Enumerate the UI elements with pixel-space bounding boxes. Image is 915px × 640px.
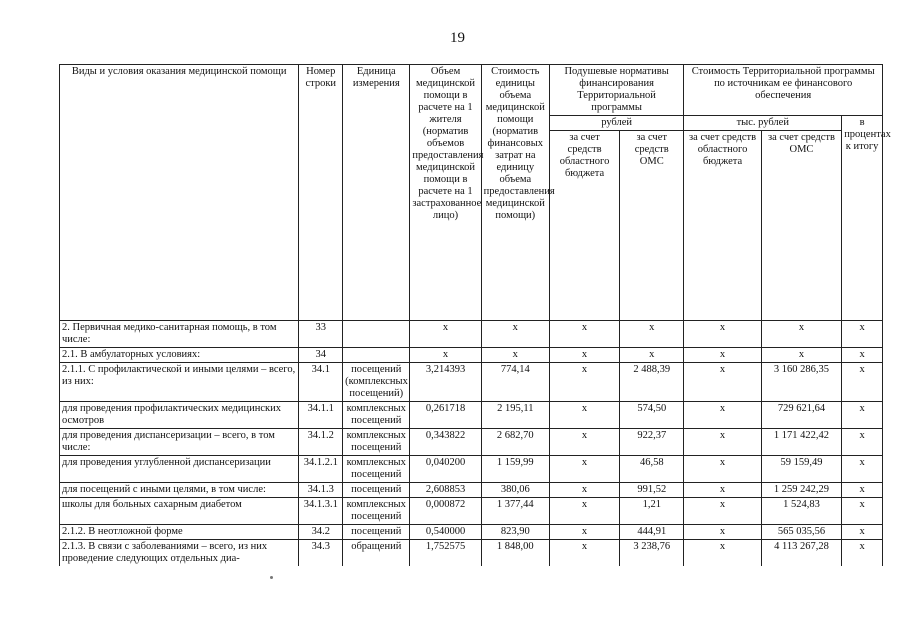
row-volume: 0,261718 — [410, 402, 481, 429]
row-unit: комплексных посещений — [343, 456, 410, 483]
row-percent: х — [842, 363, 883, 402]
row-norm-oms: х — [620, 348, 684, 363]
row-cost: 380,06 — [481, 483, 549, 498]
row-norm-budget: х — [549, 321, 619, 348]
row-line: 33 — [299, 321, 343, 348]
row-unit: посещений (комплексных посещений) — [343, 363, 410, 402]
row-line: 34.1 — [299, 363, 343, 402]
row-volume: 3,214393 — [410, 363, 481, 402]
scan-speck — [270, 576, 273, 579]
row-cost: 823,90 — [481, 525, 549, 540]
row-norm-budget: х — [549, 525, 619, 540]
row-total-budget: х — [684, 525, 761, 540]
row-total-budget: х — [684, 321, 761, 348]
row-percent: х — [842, 498, 883, 525]
row-cost: 774,14 — [481, 363, 549, 402]
row-percent: х — [842, 456, 883, 483]
row-line: 34.1.2.1 — [299, 456, 343, 483]
row-cost: х — [481, 321, 549, 348]
row-norm-budget: х — [549, 540, 619, 567]
row-cost: 1 848,00 — [481, 540, 549, 567]
row-unit — [343, 348, 410, 363]
row-line: 34.2 — [299, 525, 343, 540]
row-name: 2.1.1. С профилактической и иными целями – всего, из них: — [60, 363, 299, 402]
row-unit: посещений — [343, 483, 410, 498]
row-total-budget: х — [684, 363, 761, 402]
row-total-budget: х — [684, 348, 761, 363]
row-line: 34.1.3 — [299, 483, 343, 498]
row-norm-oms: 1,21 — [620, 498, 684, 525]
financing-table — [59, 64, 891, 566]
row-unit: обращений — [343, 540, 410, 567]
row-norm-oms: х — [620, 321, 684, 348]
header-norms-group: Подушевые нормативы финансирования Территориальной программы — [549, 65, 683, 116]
header-norm-budget: за счет средств областного бюджета — [549, 131, 619, 321]
row-cost: х — [481, 348, 549, 363]
row-volume: 0,343822 — [410, 429, 481, 456]
header-line: Номер строки — [299, 65, 343, 321]
row-total-budget: х — [684, 429, 761, 456]
row-total-oms: 1 171 422,42 — [761, 429, 841, 456]
row-total-budget: х — [684, 483, 761, 498]
row-unit: посещений — [343, 525, 410, 540]
row-percent: х — [842, 483, 883, 498]
row-total-oms: 565 035,56 — [761, 525, 841, 540]
row-cost: 1 377,44 — [481, 498, 549, 525]
row-percent: х — [842, 429, 883, 456]
row-volume: х — [410, 348, 481, 363]
row-percent: х — [842, 540, 883, 567]
row-total-oms: 3 160 286,35 — [761, 363, 841, 402]
row-total-oms: 729 621,64 — [761, 402, 841, 429]
row-line: 34 — [299, 348, 343, 363]
row-unit — [343, 321, 410, 348]
row-norm-oms: 991,52 — [620, 483, 684, 498]
table-row — [60, 321, 883, 348]
page-number: 19 — [450, 30, 465, 46]
row-total-oms: 1 524,83 — [761, 498, 841, 525]
header-cost: Стоимость единицы объема медицинской помощи (норматив финансовых затрат на единицу объема предоставления медицинской помощи) — [481, 65, 549, 321]
row-line: 34.3 — [299, 540, 343, 567]
row-norm-oms: 444,91 — [620, 525, 684, 540]
row-total-oms: 59 159,49 — [761, 456, 841, 483]
row-volume: 0,040200 — [410, 456, 481, 483]
row-name: для проведения профилактических медицинских осмотров — [60, 402, 299, 429]
row-total-budget: х — [684, 402, 761, 429]
row-volume: х — [410, 321, 481, 348]
row-total-budget: х — [684, 498, 761, 525]
row-norm-budget: х — [549, 483, 619, 498]
table-row — [60, 483, 883, 498]
row-total-oms: х — [761, 348, 841, 363]
row-norm-budget: х — [549, 429, 619, 456]
header-norms-unit: рублей — [549, 116, 683, 131]
row-cost: 1 159,99 — [481, 456, 549, 483]
row-line: 34.1.2 — [299, 429, 343, 456]
row-percent: х — [842, 348, 883, 363]
row-norm-oms: 3 238,76 — [620, 540, 684, 567]
row-total-oms: х — [761, 321, 841, 348]
header-percent: в процентах к итогу — [842, 116, 883, 321]
row-percent: х — [842, 321, 883, 348]
header-kind: Виды и условия оказания медицинской помощи — [60, 65, 299, 321]
row-norm-oms: 46,58 — [620, 456, 684, 483]
row-name: школы для больных сахарным диабетом — [60, 498, 299, 525]
table-row — [60, 540, 883, 567]
row-volume: 0,000872 — [410, 498, 481, 525]
row-cost: 2 195,11 — [481, 402, 549, 429]
header-norm-oms: за счет средств ОМС — [620, 131, 684, 321]
header-cost-group: Стоимость Территориальной программы по источникам ее финансового обеспечения — [684, 65, 883, 116]
row-norm-budget: х — [549, 456, 619, 483]
row-unit: комплексных посещений — [343, 402, 410, 429]
row-total-oms: 4 113 267,28 — [761, 540, 841, 567]
row-norm-budget: х — [549, 498, 619, 525]
table-row — [60, 456, 883, 483]
header-volume: Объем медицинской помощи в расчете на 1 жителя (норматив объемов предоставления медицинской помощи в расчете на 1 застрахованное лицо) — [410, 65, 481, 321]
row-name: для посещений с иными целями, в том числе: — [60, 483, 299, 498]
row-volume: 1,752575 — [410, 540, 481, 567]
row-norm-budget: х — [549, 402, 619, 429]
row-total-budget: х — [684, 540, 761, 567]
table-row — [60, 429, 883, 456]
row-name: для проведения диспансеризации – всего, в том числе: — [60, 429, 299, 456]
header-total-budget: за счет средств областного бюджета — [684, 131, 761, 321]
table-row — [60, 498, 883, 525]
table-row — [60, 402, 883, 429]
row-unit: комплексных посещений — [343, 429, 410, 456]
row-norm-budget: х — [549, 363, 619, 402]
table-row — [60, 348, 883, 363]
row-line: 34.1.3.1 — [299, 498, 343, 525]
table-row — [60, 363, 883, 402]
row-name: для проведения углубленной диспансеризации — [60, 456, 299, 483]
row-name: 2.1.2. В неотложной форме — [60, 525, 299, 540]
row-norm-oms: 574,50 — [620, 402, 684, 429]
row-line: 34.1.1 — [299, 402, 343, 429]
header-unit: Единица измерения — [343, 65, 410, 321]
row-norm-oms: 2 488,39 — [620, 363, 684, 402]
row-name: 2. Первичная медико-санитарная помощь, в том числе: — [60, 321, 299, 348]
header-total-oms: за счет средств ОМС — [761, 131, 841, 321]
row-volume: 2,608853 — [410, 483, 481, 498]
row-cost: 2 682,70 — [481, 429, 549, 456]
row-total-budget: х — [684, 456, 761, 483]
header-row-1 — [60, 65, 883, 116]
row-name: 2.1. В амбулаторных условиях: — [60, 348, 299, 363]
header-cost-unit: тыс. рублей — [684, 116, 842, 131]
table-row — [60, 525, 883, 540]
row-unit: комплексных посещений — [343, 498, 410, 525]
row-norm-oms: 922,37 — [620, 429, 684, 456]
row-name: 2.1.3. В связи с заболеваниями – всего, из них проведение следующих отдельных диа- — [60, 540, 299, 567]
row-percent: х — [842, 525, 883, 540]
row-percent: х — [842, 402, 883, 429]
row-total-oms: 1 259 242,29 — [761, 483, 841, 498]
row-norm-budget: х — [549, 348, 619, 363]
row-volume: 0,540000 — [410, 525, 481, 540]
